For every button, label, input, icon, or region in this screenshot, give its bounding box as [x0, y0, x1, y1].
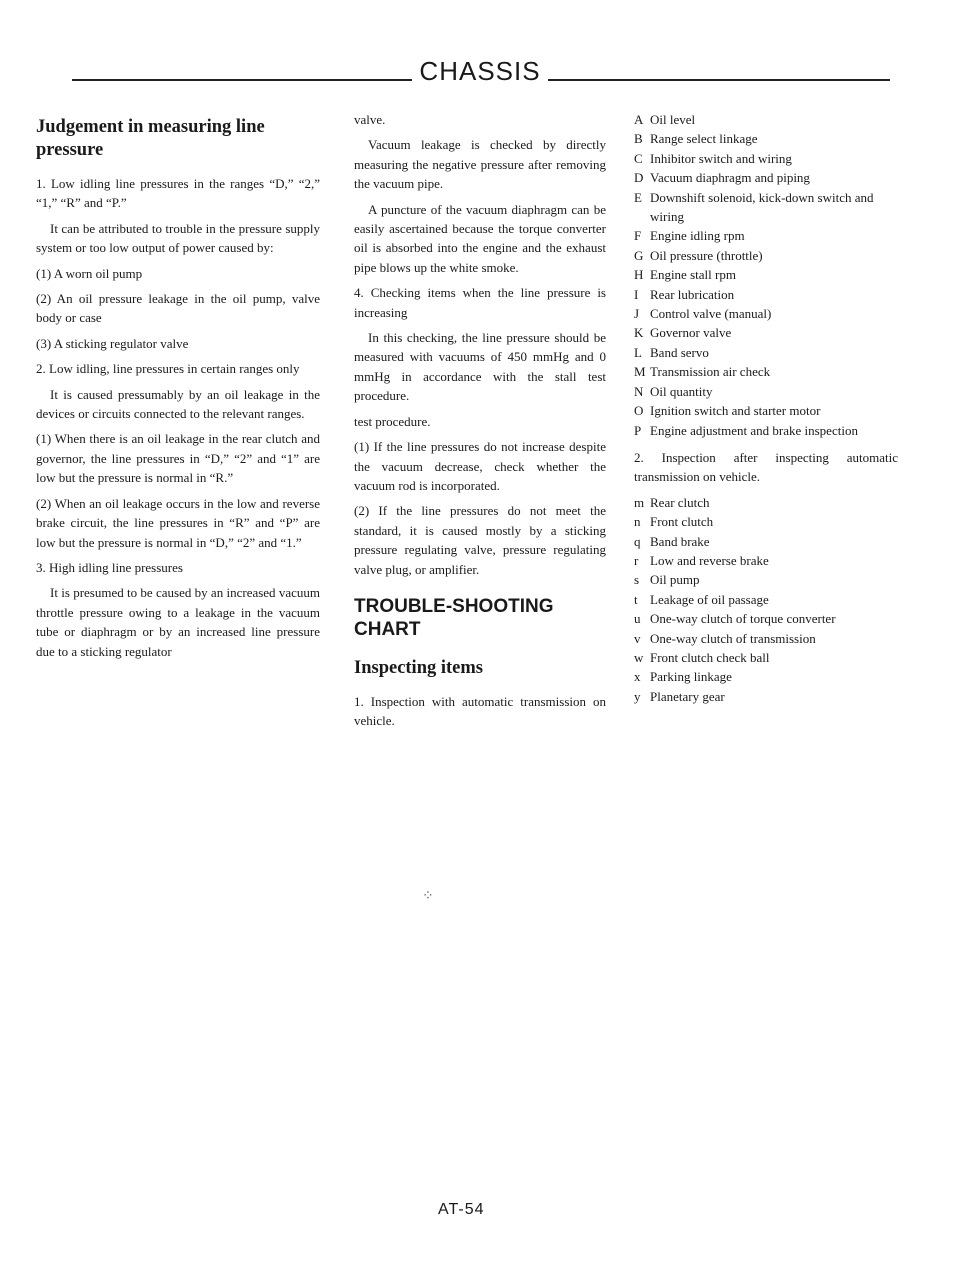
- list-item-label: Range select linkage: [650, 131, 758, 147]
- list-item-label: Low and reverse brake: [650, 552, 769, 568]
- list-item-label: Rear lubrication: [650, 286, 735, 302]
- list-item: [634, 168, 898, 187]
- list-item-label: Ignition switch and starter motor: [650, 403, 821, 419]
- list-item-key: w: [634, 649, 644, 665]
- list-item: [634, 129, 898, 148]
- list-item-label: Oil quantity: [650, 383, 713, 399]
- list-item-key: q: [634, 533, 641, 549]
- list-item: [634, 493, 898, 512]
- paragraph: (2) When an oil leakage occurs in the low and reverse brake circuit, the line pressures in “R” and “P” are low but the pressure is normal in “D,” “2” and “1.”: [36, 495, 320, 550]
- paragraph: In this checking, the line pressure should be measured with vacuums of 450 mmHg and 0 mmHg in accordance with the stall test procedure.: [354, 330, 606, 404]
- paragraph: 1. Low idling line pressures in the ranges “D,” “2,” “1,” “R” and “P.”: [36, 176, 320, 211]
- paragraph: 3. High idling line pressures: [36, 559, 183, 575]
- column-middle: [354, 110, 606, 737]
- list-item: [634, 629, 898, 648]
- column-left: [36, 110, 320, 667]
- list-item: [634, 343, 898, 362]
- list-item-label: Parking linkage: [650, 669, 732, 685]
- list-item-label: One-way clutch of torque converter: [650, 611, 836, 627]
- list-item-label: Oil pressure (throttle): [650, 247, 763, 263]
- list-item: [634, 421, 898, 440]
- header-rule-right: [548, 79, 890, 81]
- header-rule-left: [72, 79, 412, 81]
- list-item-key: n: [634, 514, 641, 530]
- list-item-key: u: [634, 611, 641, 627]
- list-item-label: Front clutch check ball: [650, 649, 770, 665]
- paragraph: It is presumed to be caused by an increased vacuum throttle pressure owing to a leakage in the vacuum tube or diaphragm or by an increased line pressure due to a sticking regulator: [36, 585, 320, 659]
- list-item-key: y: [634, 688, 641, 704]
- list-item-key: P: [634, 422, 642, 438]
- list-item: [634, 382, 898, 401]
- paragraph: valve.: [354, 112, 386, 127]
- column-right: [634, 110, 898, 706]
- list-item-label: Band servo: [650, 344, 709, 360]
- list-item-key: r: [634, 552, 639, 568]
- list-item-key: J: [634, 306, 640, 322]
- list-item-label: Band brake: [650, 533, 710, 549]
- list-item-key: K: [634, 325, 644, 341]
- list-item: [634, 512, 898, 531]
- section-heading-line-pressure: Judgement in measuring line pressure: [36, 117, 265, 160]
- list-item: [634, 246, 898, 265]
- list-item-key: s: [634, 572, 640, 588]
- paragraph: (2) If the line pressures do not meet the standard, it is caused mostly by a sticking pressure regulating valve, pressure regulating valve plug, or amplifier.: [354, 503, 606, 577]
- list-item-label: Control valve (manual): [650, 306, 772, 322]
- list-item-label: Leakage of oil passage: [650, 591, 769, 607]
- list-item-key: O: [634, 403, 644, 419]
- paragraph: (3) A sticking regulator valve: [36, 335, 189, 351]
- paragraph: It can be attributed to trouble in the pressure supply system or too low output of power caused by:: [36, 220, 320, 256]
- list-item-key: H: [634, 267, 644, 283]
- paragraph: (1) When there is an oil leakage in the rear clutch and governor, the line pressures in “D,” “2” and “1” are low but the pressure is normal in “R.”: [36, 431, 320, 486]
- list-item-key: x: [634, 669, 641, 685]
- list-item: [634, 110, 898, 129]
- paragraph: (1) A worn oil pump: [36, 265, 143, 281]
- list-item: [634, 188, 898, 227]
- list-item-label: Transmission air check: [650, 364, 771, 380]
- inspection-list-on-vehicle: [634, 110, 898, 440]
- list-item-key: v: [634, 630, 641, 646]
- list-item-key: m: [634, 494, 645, 510]
- list-item-key: C: [634, 150, 643, 166]
- paragraph: A puncture of the vacuum diaphragm can be easily ascertained because the torque converter oil is absorbed into the engine and the exhaust pipe blows up the white smoke.: [354, 201, 606, 275]
- list-item: [634, 226, 898, 245]
- list-item-label: Engine stall rpm: [650, 267, 736, 283]
- list-item: [634, 551, 898, 570]
- paragraph: 2. Low idling, line pressures in certain ranges only: [36, 361, 300, 377]
- list-item-label: One-way clutch of transmission: [650, 630, 816, 646]
- list-item-key: A: [634, 112, 644, 127]
- paragraph: test procedure.: [354, 413, 431, 429]
- list-item-label: Downshift solenoid, kick-down switch and wiring: [650, 189, 874, 225]
- paragraph: Vacuum leakage is checked by directly measuring the negative pressure after removing the vacuum pipe.: [354, 137, 606, 192]
- list-item: [634, 362, 898, 381]
- list-item-label: Engine adjustment and brake inspection: [650, 422, 858, 438]
- list-item: [634, 590, 898, 609]
- list-item-key: I: [634, 286, 639, 302]
- list-item: [634, 304, 898, 323]
- list-item-label: Rear clutch: [650, 494, 710, 510]
- list-item: [634, 609, 898, 628]
- page-header-title: CHASSIS: [419, 56, 541, 86]
- section-heading-trouble-shooting: TROUBLE-SHOOTING CHART: [354, 595, 554, 640]
- paragraph: It is caused pressumably by an oil leakage in the devices or circuits connected to the relevant ranges.: [36, 386, 320, 422]
- list-item: [634, 687, 898, 706]
- list-item-key: G: [634, 247, 644, 263]
- paragraph: 2. Inspection after inspecting automatic transmission on vehicle.: [634, 449, 898, 485]
- list-item-key: L: [634, 344, 642, 360]
- list-item-label: Engine idling rpm: [650, 228, 745, 244]
- paragraph: 4. Checking items when the line pressure is increasing: [354, 285, 606, 320]
- paragraph: 1. Inspection with automatic transmission on vehicle.: [354, 693, 606, 729]
- paragraph: (2) An oil pressure leakage in the oil pump, valve body or case: [36, 291, 320, 326]
- paragraph: (1) If the line pressures do not increase despite the vacuum decrease, check whether the vacuum rod is incorporated.: [354, 439, 606, 493]
- list-item-label: Oil pump: [650, 572, 700, 588]
- list-item: [634, 648, 898, 667]
- list-item: [634, 667, 898, 686]
- list-item-label: Governor valve: [650, 325, 732, 341]
- scan-mark: ⁘: [422, 889, 434, 904]
- list-item: [634, 149, 898, 168]
- page-number: AT-54: [438, 1201, 485, 1218]
- section-heading-inspecting-items: Inspecting items: [354, 657, 483, 678]
- list-item-label: Inhibitor switch and wiring: [650, 150, 792, 166]
- list-item-label: Planetary gear: [650, 688, 725, 704]
- list-item-key: B: [634, 131, 643, 147]
- list-item: [634, 570, 898, 589]
- list-item-label: Oil level: [650, 112, 696, 127]
- list-item-key: N: [634, 383, 644, 399]
- inspection-list-after: [634, 493, 898, 706]
- list-item-key: D: [634, 170, 644, 186]
- list-item-key: M: [634, 364, 646, 380]
- list-item: [634, 401, 898, 420]
- list-item: [634, 285, 898, 304]
- list-item: [634, 265, 898, 284]
- list-item-key: E: [634, 189, 642, 205]
- list-item-key: F: [634, 228, 642, 244]
- list-item: [634, 323, 898, 342]
- list-item-label: Vacuum diaphragm and piping: [650, 170, 810, 186]
- list-item-key: t: [634, 591, 638, 607]
- list-item-label: Front clutch: [650, 514, 714, 530]
- list-item: [634, 532, 898, 551]
